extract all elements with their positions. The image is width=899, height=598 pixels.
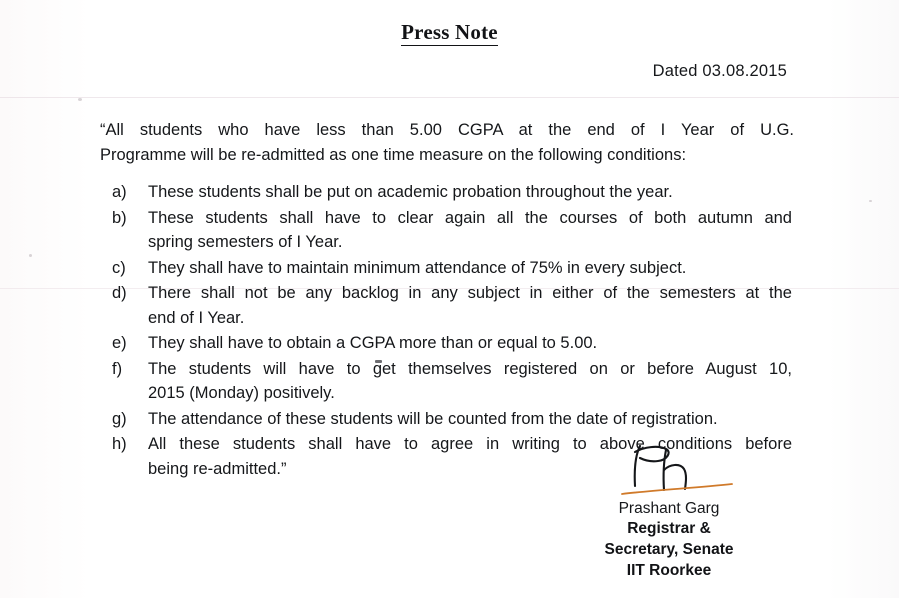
handwritten-signature-icon — [539, 440, 799, 498]
list-item — [112, 357, 792, 406]
list-item — [112, 206, 792, 255]
list-item-line: There shall not be any backlog in any subject in either of the semesters at the — [148, 284, 792, 302]
list-item-line: The students will have to get themselves registered on or before August 10, — [148, 359, 792, 378]
list-item-line: The attendance of these students will be counted from the date of registration. — [148, 409, 718, 428]
list-item-text — [148, 206, 792, 255]
list-item-line: They shall have to maintain minimum attendance of 75% in every subject. — [148, 258, 687, 277]
list-item — [112, 256, 792, 281]
list-item-line: being re-admitted.” — [148, 459, 287, 478]
list-item — [112, 180, 792, 205]
list-item-text — [148, 180, 792, 205]
list-item-label: h) — [112, 435, 127, 453]
list-item-text — [148, 357, 792, 406]
signatory-role-line-1: Registrar & — [627, 520, 711, 537]
list-item-label: c) — [112, 258, 126, 277]
document-date: Dated 03.08.2015 — [652, 62, 787, 80]
list-item-text — [148, 331, 792, 356]
list-item-text — [148, 407, 792, 432]
list-item — [112, 281, 792, 330]
signatory-role-line-2: Secretary, Senate — [604, 541, 734, 558]
list-item-text — [148, 281, 792, 330]
signature-block — [539, 440, 799, 581]
list-item — [112, 331, 792, 356]
page-title — [0, 20, 899, 45]
list-item-line: end of I Year. — [148, 308, 245, 327]
list-item-label: a) — [112, 183, 127, 201]
intro-line-1: “All students who have less than 5.00 CGPA at the end of I Year of U.G. — [100, 121, 794, 139]
list-item-text — [148, 256, 792, 281]
list-item-line: 2015 (Monday) positively. — [148, 384, 335, 402]
list-item-line: These students shall be put on academic probation throughout the year. — [148, 183, 673, 201]
list-item-label: b) — [112, 208, 127, 227]
list-item-line: All these students shall have to agree in writing to above conditions before — [148, 435, 792, 453]
list-item-line: These students shall have to clear again all the courses of both autumn and — [148, 208, 792, 227]
page-title-text: Press Note — [401, 20, 498, 44]
list-item-label: e) — [112, 334, 127, 352]
intro-line-2: Programme will be re-admitted as one time measure on the following conditions: — [100, 146, 687, 164]
signatory-name: Prashant Garg — [618, 500, 720, 517]
intro-paragraph — [100, 118, 794, 168]
list-item-label: d) — [112, 284, 127, 302]
conditions-list — [112, 180, 792, 482]
list-item-line: spring semesters of I Year. — [148, 233, 343, 251]
list-item-line: They shall have to obtain a CGPA more than or equal to 5.00. — [148, 334, 598, 352]
list-item — [112, 407, 792, 432]
list-item-label: g) — [112, 409, 127, 428]
list-item-label: f) — [112, 359, 123, 378]
signatory-organization: IIT Roorkee — [626, 562, 712, 579]
